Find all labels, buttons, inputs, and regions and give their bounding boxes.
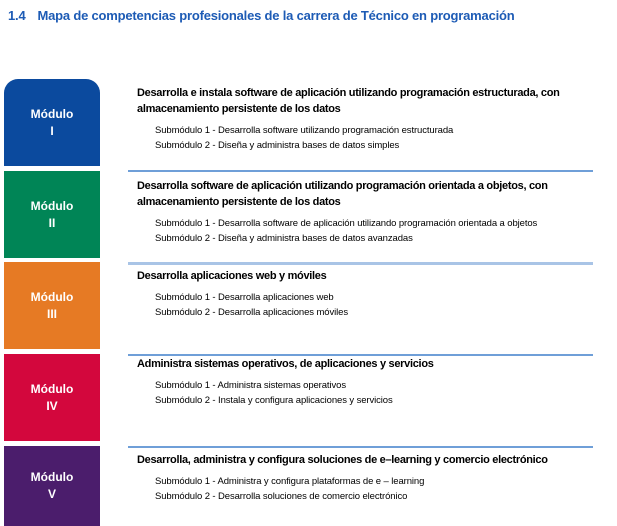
module-box-1 (4, 79, 100, 166)
module-label: Módulo (30, 381, 74, 396)
divider (128, 170, 593, 172)
submodule-item: Submódulo 2 - Desarrolla aplicaciones móviles (155, 307, 348, 318)
module-label: Módulo (30, 198, 74, 213)
module-numeral: I (50, 123, 54, 138)
submodule-item: Submódulo 2 - Instala y configura aplicaciones y servicios (155, 395, 393, 406)
module-box-5 (4, 446, 100, 526)
divider (128, 262, 593, 265)
competence-title: Desarrolla e instala software de aplicación utilizando programación estructurada, con almacenamiento persistente de los datos (137, 87, 560, 115)
module-numeral: IV (46, 398, 58, 413)
module-section-4 (137, 356, 593, 408)
competence-title: Administra sistemas operativos, de aplicaciones y servicios (137, 358, 434, 370)
module-section-5 (137, 452, 593, 504)
module-label: Módulo (30, 470, 74, 484)
submodule-item: Submódulo 1 - Desarrolla software utilizando programación estructurada (155, 125, 454, 136)
competence-title: Desarrolla software de aplicación utilizando programación orientada a objetos, con almacenamiento persistente de los datos (137, 180, 548, 208)
submodule-item: Submódulo 2 - Diseña y administra bases de datos avanzadas (155, 233, 413, 244)
module-label: Módulo (30, 106, 74, 121)
module-numeral: III (46, 306, 57, 321)
submodule-item: Submódulo 1 - Administra y configura plataformas de e – learning (155, 476, 425, 487)
module-label: Módulo (30, 289, 74, 304)
competence-title: Desarrolla, administra y configura soluciones de e–learning y comercio electrónico (137, 454, 548, 466)
submodule-item: Submódulo 1 - Desarrolla aplicaciones web (155, 292, 334, 303)
module-section-1 (137, 85, 593, 153)
submodule-item: Submódulo 1 - Administra sistemas operativos (155, 380, 346, 391)
submodule-item: Submódulo 2 - Diseña y administra bases de datos simples (155, 140, 400, 151)
module-numeral: V (47, 487, 56, 501)
module-numeral: II (48, 215, 56, 230)
module-section-3 (137, 268, 593, 320)
submodule-item: Submódulo 1 - Desarrolla software de aplicación utilizando programación orientada a objetos (155, 218, 538, 229)
module-section-2 (137, 178, 593, 246)
module-box-3 (4, 262, 100, 349)
submodule-item: Submódulo 2 - Desarrolla soluciones de comercio electrónico (155, 491, 408, 502)
competence-title: Desarrolla aplicaciones web y móviles (137, 270, 327, 282)
divider (128, 446, 593, 448)
divider (128, 354, 593, 356)
section-title: 1.4 Mapa de competencias profesionales de la carrera de Técnico en programación (8, 8, 515, 23)
module-box-4 (4, 354, 100, 441)
module-box-2 (4, 171, 100, 258)
